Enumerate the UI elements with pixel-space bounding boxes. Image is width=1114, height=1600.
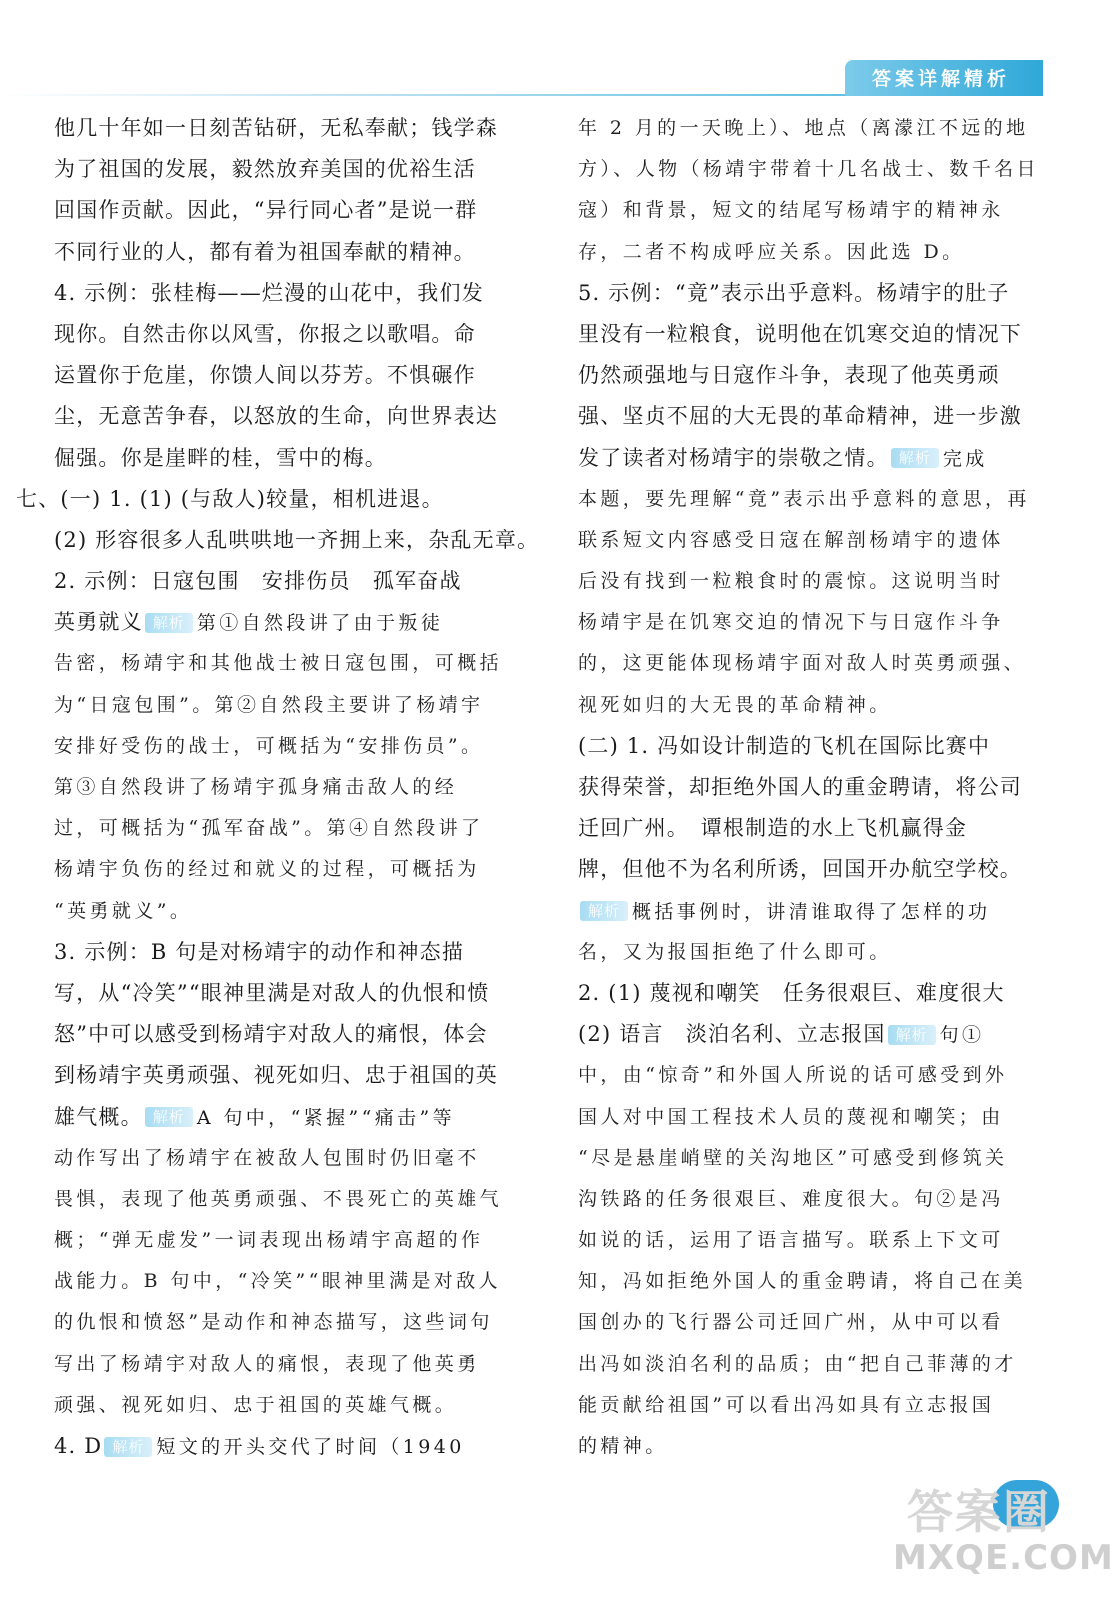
analysis-tag: 解析 — [104, 1437, 152, 1457]
text-line: 回国作贡献。因此，“异行同心者”是说一群 — [54, 198, 478, 223]
text-line: 尘，无意苦争春，以怒放的生命，向世界表达 — [54, 404, 498, 429]
text-line: 存，二者不构成呼应关系。因此选 D。 — [578, 240, 965, 263]
text-line: 中，由“惊奇”和外国人所说的话可感受到外 — [578, 1064, 1008, 1087]
analysis-tag: 解析 — [891, 448, 939, 468]
text-line: 怒”中可以感受到杨靖宇对敌人的痛恨，体会 — [54, 1022, 488, 1047]
analysis-text: 概括事例时，讲清谁取得了怎样的功 — [632, 900, 991, 923]
analysis-text: 句① — [939, 1024, 985, 1047]
analysis-text: 第①自然段讲了由于叛徒 — [196, 612, 444, 635]
text-line: 年 2 月的一天晚上）、地点（离濛江不远的地 — [578, 117, 1029, 139]
text-line: 为“日寇包围”。第②自然段主要讲了杨靖宇 — [54, 693, 484, 716]
text-line: 本题，要先理解“竟”表示出乎意料的意思，再 — [578, 487, 1030, 510]
text-line — [54, 602, 516, 643]
text-line: 写出了杨靖宇对敌人的痛恨，表现了他英勇 — [54, 1352, 480, 1375]
text-line — [578, 1014, 1040, 1055]
line-text: (2) 语言 淡泊名利、立志报国 — [578, 1022, 886, 1047]
text-line: 写，从“冷笑”“眼神里满是对敌人的仇恨和愤 — [54, 980, 490, 1005]
analysis-tag: 解析 — [145, 613, 193, 633]
text-line — [578, 891, 1040, 932]
text-line: 仍然顽强地与日寇作斗争，表现了他英勇顽 — [578, 363, 1000, 388]
line-text: 发了读者对杨靖宇的崇敬之情。 — [578, 445, 889, 470]
text-line: 国人对中国工程技术人员的蔑视和嘲笑；由 — [578, 1105, 1004, 1128]
text-line: 能贡献给祖国”可以看出冯如具有立志报国 — [578, 1393, 995, 1416]
line-text: 4. D — [54, 1434, 103, 1458]
text-line: (二) 1. 冯如设计制造的飞机在国际比赛中 — [578, 733, 991, 758]
text-line: 杨靖宇是在饥寒交迫的情况下与日寇作斗争 — [578, 611, 1004, 634]
text-line: 视死如归的大无畏的革命精神。 — [578, 693, 892, 716]
text-line: 里没有一粒粮食，说明他在饥寒交迫的情况下 — [578, 321, 1022, 346]
analysis-tag: 解析 — [145, 1107, 193, 1127]
text-line: 方）、人物（杨靖宇带着十几名战士、数千名日 — [578, 158, 1039, 181]
text-line: 动作写出了杨靖宇在被敌人包围时仍旧毫不 — [54, 1146, 480, 1169]
text-line: 沟铁路的任务很艰巨、难度很大。句②是冯 — [578, 1187, 1004, 1210]
analysis-text: A 句中，“紧握”“痛击”等 — [196, 1106, 456, 1129]
text-line: “尽是悬崖峭壁的关沟地区”可感受到修筑关 — [578, 1146, 1008, 1169]
text-line: 倔强。你是崖畔的桂，雪中的梅。 — [54, 445, 387, 470]
watermark-url: MXQE.COM — [893, 1538, 1114, 1578]
text-line: 的精神。 — [578, 1435, 668, 1457]
text-line: 后没有找到一粒粮食时的震惊。这说明当时 — [578, 570, 1004, 593]
analysis-tag: 解析 — [580, 901, 628, 921]
text-line: 获得荣誉，却拒绝外国人的重金聘请，将公司 — [578, 775, 1022, 799]
left-column — [16, 108, 540, 1467]
text-line: 的，这更能体现杨靖宇面对敌人时英勇顽强、 — [578, 652, 1027, 675]
text-line: 牌，但他不为名利所诱，回国开办航空学校。 — [578, 857, 1022, 882]
text-line: 过，可概括为“孤军奋战”。第④自然段讲了 — [54, 817, 484, 840]
text-line: 七、(一) 1. (1) (与敌人)较量，相机进退。 — [16, 486, 444, 511]
text-line: 安排好受伤的战士，可概括为“安排伤员”。 — [54, 734, 484, 757]
text-line: 到杨靖宇英勇顽强、视死如归、忠于祖国的英 — [54, 1063, 498, 1088]
text-line: 概；“弹无虚发”一词表现出杨靖宇高超的作 — [54, 1229, 484, 1252]
text-line: 如说的话，运用了语言描写。联系上下文可 — [578, 1229, 1004, 1252]
text-line — [578, 438, 1040, 479]
text-line — [54, 1426, 516, 1467]
text-line: 迁回广州。 谭根制造的水上飞机赢得金 — [578, 816, 968, 841]
text-line: 4. 示例：张桂梅——烂漫的山花中，我们发 — [54, 280, 484, 305]
text-line: 名，又为报国拒绝了什么即可。 — [578, 940, 892, 963]
text-line: 强、坚贞不屈的大无畏的革命精神，进一步激 — [578, 404, 1022, 429]
text-line: 为了祖国的发展，毅然放弃美国的优裕生活 — [54, 157, 476, 182]
text-line: 顽强、视死如归、忠于祖国的英雄气概。 — [54, 1393, 458, 1416]
watermark-stamp: 答案圈 — [907, 1485, 1051, 1539]
text-line — [54, 1097, 516, 1138]
right-column — [578, 108, 1040, 1467]
text-line: 的仇恨和愤怒”是动作和神态描写，这些词句 — [54, 1311, 493, 1334]
line-text: 英勇就义 — [54, 610, 143, 635]
text-line: 他几十年如一日刻苦钻研，无私奉献；钱学森 — [54, 116, 498, 140]
text-line: 告密，杨靖宇和其他战士被日寇包围，可概括 — [54, 652, 503, 675]
text-line: (2) 形容很多人乱哄哄地一齐拥上来，杂乱无章。 — [54, 527, 540, 552]
text-line: 联系短文内容感受日寇在解剖杨靖宇的遗体 — [578, 528, 1004, 551]
analysis-tag: 解析 — [888, 1025, 936, 1045]
text-line: 第③自然段讲了杨靖宇孤身痛击敌人的经 — [54, 776, 458, 798]
text-line: 运置你于危崖，你馈人间以芬芳。不惧碾作 — [54, 363, 476, 388]
text-line: 出冯如淡泊名利的品质；由“把自己菲薄的才 — [578, 1352, 1017, 1375]
text-line: “英勇就义”。 — [54, 899, 193, 922]
text-line: 现你。自然击你以风雪，你报之以歌唱。命 — [54, 321, 476, 346]
text-line: 3. 示例：B 句是对杨靖宇的动作和神态描 — [54, 939, 465, 964]
header-label: 答案详解精析 — [872, 68, 1011, 90]
watermark — [893, 1476, 1114, 1586]
text-line: 2. 示例：日寇包围 安排伤员 孤军奋战 — [54, 569, 462, 594]
analysis-text: 完成 — [942, 447, 988, 470]
text-line: 知，冯如拒绝外国人的重金聘请，将自己在美 — [578, 1270, 1027, 1293]
text-line: 5. 示例：“竟”表示出乎意料。杨靖宇的肚子 — [578, 280, 1010, 305]
text-line: 战能力。B 句中，“冷笑”“眼神里满是对敌人 — [54, 1270, 501, 1293]
analysis-text: 短文的开头交代了时间（1940 — [156, 1436, 465, 1458]
text-line: 不同行业的人，都有着为祖国奉献的精神。 — [54, 239, 476, 264]
text-line: 寇）和背景，短文的结尾写杨靖宇的精神永 — [578, 199, 1004, 222]
line-text: 雄气概。 — [54, 1104, 143, 1129]
text-line: 杨靖宇负伤的经过和就义的过程，可概括为 — [54, 858, 480, 881]
text-line: 国创办的飞行器公司迁回广州，从中可以看 — [578, 1311, 1004, 1334]
text-line: 2. (1) 蔑视和嘲笑 任务很艰巨、难度很大 — [578, 980, 1005, 1005]
text-line: 畏惧，表现了他英勇顽强、不畏死亡的英雄气 — [54, 1187, 503, 1210]
